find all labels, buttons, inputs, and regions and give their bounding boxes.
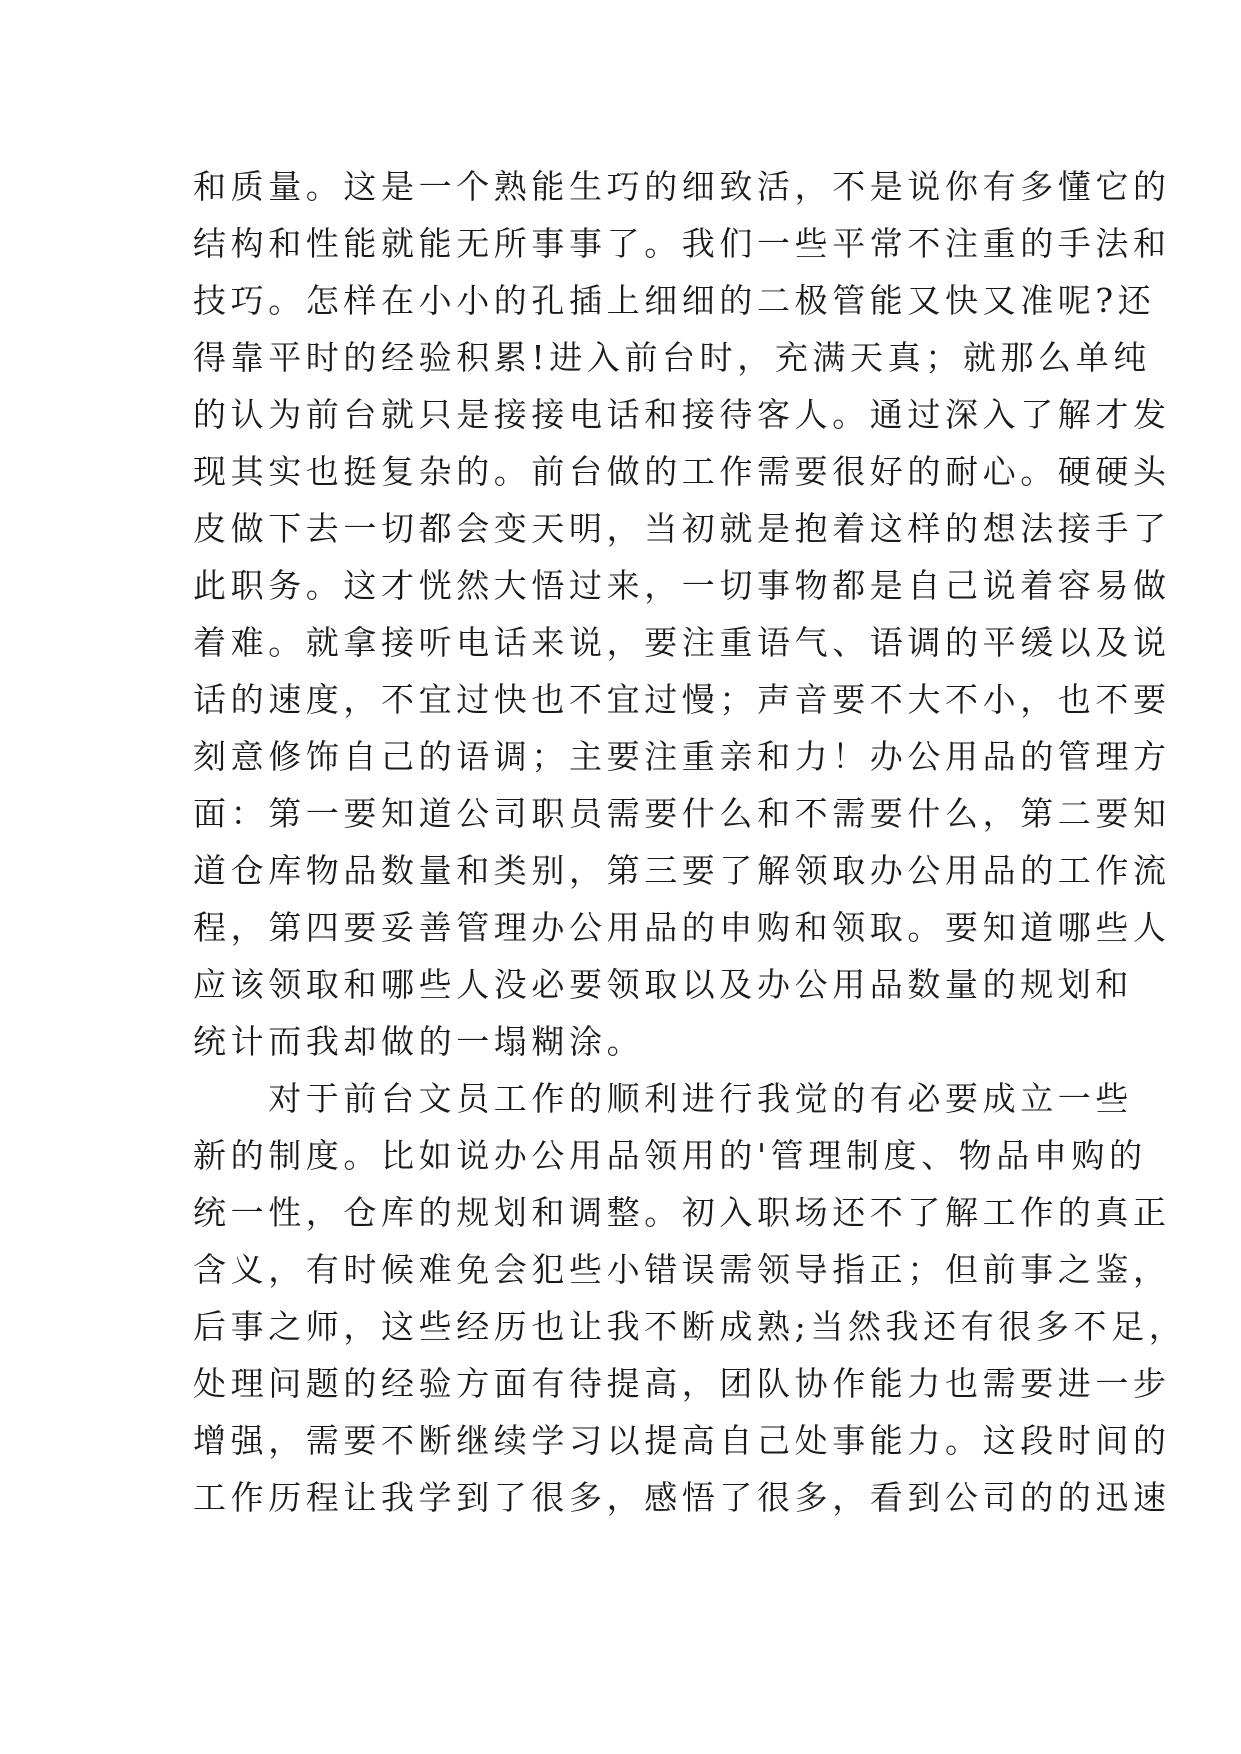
text-line: 处理问题的经验方面有待提高，团队协作能力也需要进一步 bbox=[193, 1364, 1171, 1403]
text-line: 话的速度，不宜过快也不宜过慢；声音要不大不小，也不要 bbox=[193, 680, 1171, 719]
text-line: 面：第一要知道公司职员需要什么和不需要什么，第二要知 bbox=[193, 794, 1171, 833]
text-line: 得靠平时的经验积累!进入前台时，充满天真；就那么单纯 bbox=[193, 338, 1151, 377]
text-line: 应该领取和哪些人没必要领取以及办公用品数量的规划和 bbox=[193, 965, 1133, 1004]
text-line: 着难。就拿接听电话来说，要注重语气、语调的平缓以及说 bbox=[193, 623, 1171, 662]
text-line: 程，第四要妥善管理办公用品的申购和领取。要知道哪些人 bbox=[193, 908, 1171, 947]
text-line: 工作历程让我学到了很多，感悟了很多，看到公司的的迅速 bbox=[193, 1478, 1171, 1517]
text-line: 含义，有时候难免会犯些小错误需领导指正；但前事之鉴， bbox=[193, 1250, 1171, 1289]
text-line: 道仓库物品数量和类别，第三要了解领取办公用品的工作流 bbox=[193, 851, 1171, 890]
text-line: 统计而我却做的一塌糊涂。 bbox=[193, 1022, 645, 1061]
text-line: 技巧。怎样在小小的孔插上细细的二极管能又快又准呢?还 bbox=[193, 281, 1156, 320]
text-line: 现其实也挺复杂的。前台做的工作需要很好的耐心。硬硬头 bbox=[193, 452, 1171, 491]
text-line: 对于前台文员工作的顺利进行我觉的有必要成立一些 bbox=[193, 1079, 1133, 1118]
text-line: 此职务。这才恍然大悟过来，一切事物都是自己说着容易做 bbox=[193, 566, 1171, 605]
body-text bbox=[193, 158, 1187, 1526]
text-line: 皮做下去一切都会变天明，当初就是抱着这样的想法接手了 bbox=[193, 509, 1171, 548]
text-line: 和质量。这是一个熟能生巧的细致活，不是说你有多懂它的 bbox=[193, 167, 1171, 206]
text-line: 统一性，仓库的规划和调整。初入职场还不了解工作的真正 bbox=[193, 1193, 1171, 1232]
text-line: 结构和性能就能无所事事了。我们一些平常不注重的手法和 bbox=[193, 224, 1171, 263]
text-line: 增强，需要不断继续学习以提高自己处事能力。这段时间的 bbox=[193, 1421, 1171, 1460]
text-line: 新的制度。比如说办公用品领用的'管理制度、物品申购的 bbox=[193, 1136, 1147, 1175]
paragraph-1 bbox=[193, 158, 1171, 1070]
text-line: 刻意修饰自己的语调；主要注重亲和力！办公用品的管理方 bbox=[193, 737, 1171, 776]
text-line: 后事之师，这些经历也让我不断成熟;当然我还有很多不足， bbox=[193, 1307, 1187, 1346]
paragraph-2 bbox=[193, 1070, 1187, 1526]
text-line: 的认为前台就只是接接电话和接待客人。通过深入了解才发 bbox=[193, 395, 1171, 434]
